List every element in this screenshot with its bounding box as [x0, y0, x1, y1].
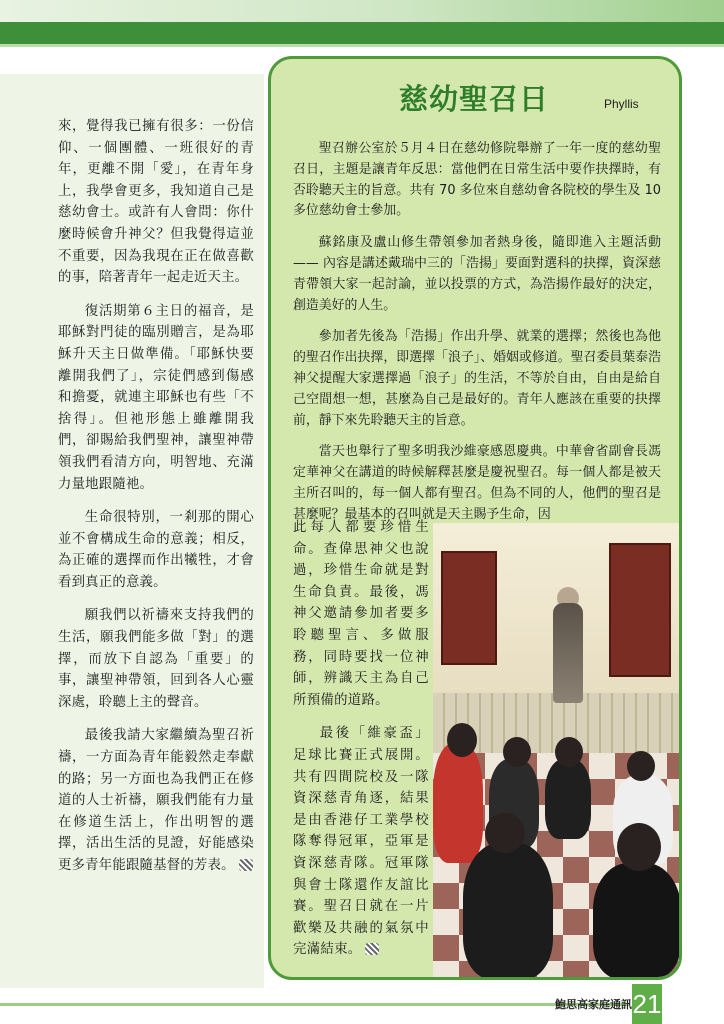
photo-person-head	[503, 737, 531, 767]
header-divider	[0, 44, 724, 47]
article-body	[293, 139, 661, 537]
left-paragraph: 復活期第６主日的福音，是耶穌對門徒的臨別贈言，是為耶穌升天主日做準備。「耶穌快要離開我們了」，宗徒們感到傷感和擔憂，就連主耶穌也有些「不捨得」。但祂形態上雖離開我們，卻賜給我們聖神，讓聖神帶領我們看清方向，明智地、充滿力量地跟隨祂。	[58, 303, 254, 492]
left-paragraph: 來，覺得我已擁有很多：一份信仰、一個團體、一班很好的青年，更離不開「愛」，在青年身上，我學會更多，我知道自己是慈幼會士。或許有人會問：你什麼時候會升神父？但我覺得這並不重要，因為我現在正在做喜歡的事，陪著青年一起走近天主。	[58, 119, 254, 286]
wrap-paragraph-text: 最後「維豪盃」足球比賽正式展開。共有四間院校及一隊資深慈青角逐，結果是由香港仔工業學校隊奪得冠軍，亞軍是資深慈青隊。冠軍隊與會士隊還作友誼比賽。聖召日就在一片歡樂及共融的氣氛中完滿結束。	[293, 726, 429, 958]
left-paragraph: 願我們以祈禱來支持我們的生活，願我們能多做「對」的選擇，而放下自認為「重要」的事，讓聖神帶領，回到各人心靈深處，聆聽上主的聲音。	[58, 608, 254, 710]
photo-person	[545, 759, 591, 839]
header-gradient-bar	[0, 0, 724, 22]
header-green-bar	[0, 22, 724, 44]
article-title: 慈幼聖召日	[399, 82, 550, 116]
article-wrap-column	[293, 517, 429, 973]
article-wrap-paragraph-last	[293, 723, 429, 961]
footer-divider	[0, 1003, 630, 1006]
photo-of-participants-sitting-on-floor	[433, 523, 681, 979]
photo-person-head	[627, 751, 655, 781]
photo-person-head	[555, 737, 583, 767]
article-paragraph: 當天也舉行了聖多明我沙維豪感恩慶典。中華會省副會長馮定華神父在講道的時候解釋甚麼是慶祝聖召。每一個人都是被天主所召叫的，每一個人都有聖召。但為不同的人，他們的聖召是甚麼呢？最基本的召叫就是天主賜予生命，因	[293, 444, 661, 522]
photo-statue	[553, 603, 583, 703]
photo-person	[463, 843, 553, 979]
footer-publication-name: 鮑思高家庭通訊	[555, 998, 632, 1011]
page-number: 21	[632, 984, 662, 1024]
article-wrap-paragraph: 此每人都要珍惜生命。查偉思神父也說過，珍惜生命就是對生命負責。最後，馮神父邀請參加者要多聆聽聖言、多做服務，同時要找一位神師，辨識天主為自己所預備的道路。	[293, 520, 429, 708]
photo-person	[593, 863, 681, 979]
article-panel	[268, 56, 682, 980]
article-paragraph: 聖召辦公室於５月４日在慈幼修院舉辦了一年一度的慈幼聖召日，主題是讓青年反思：當他們在日常生活中要作抉擇時，有否聆聽天主的旨意。共有 70 多位來自慈幼會各院校的學生及 10 多位慈幼會士參加。	[293, 141, 661, 219]
article-paragraph: 參加者先後為「浩揚」作出升學、就業的選擇；然後也為他的聖召作出抉擇，即選擇「浪子」、婚姻或修道。聖召委員葉泰浩神父提醒大家選擇過「浪子」的生活，不等於自由，自由是給自己空間想一想，甚麼為自己是最好的。青年人應該在重要的抉擇前，靜下來先聆聽天主的旨意。	[293, 329, 661, 428]
end-mark-icon	[239, 859, 253, 871]
photo-person	[433, 743, 483, 863]
article-paragraph: 蘇銘康及盧山修生帶領參加者熱身後，隨即進入主題活動 —— 內容是講述戴瑞中三的「浩揚」要面對選科的抉擇，資深慈青帶領大家一起討論，並以投票的方式，為浩揚作最好的決定，創造美好的人生。	[293, 235, 661, 313]
end-mark-icon	[365, 943, 379, 955]
photo-person-head	[447, 723, 477, 757]
left-paragraph-last	[58, 725, 254, 876]
photo-person-head	[617, 823, 661, 871]
left-column-text	[58, 116, 254, 889]
photo-door-right	[609, 543, 671, 677]
left-paragraph-text: 最後我請大家繼續為聖召祈禱，一方面為青年能毅然走奉獻的路；另一方面也為我們正在修道的人士祈禱，願我們能有力量在修道生活上，作出明智的選擇，活出生活的見證，好能感染更多青年能跟隨基督的芳表。	[58, 728, 254, 873]
left-paragraph: 生命很特別，一剎那的開心並不會構成生命的意義；相反，為正確的選擇而作出犧牲，才會看到真正的意義。	[58, 510, 254, 590]
article-author: Phyllis	[604, 97, 639, 111]
photo-door-left	[441, 551, 497, 665]
photo-person-head	[485, 813, 525, 853]
